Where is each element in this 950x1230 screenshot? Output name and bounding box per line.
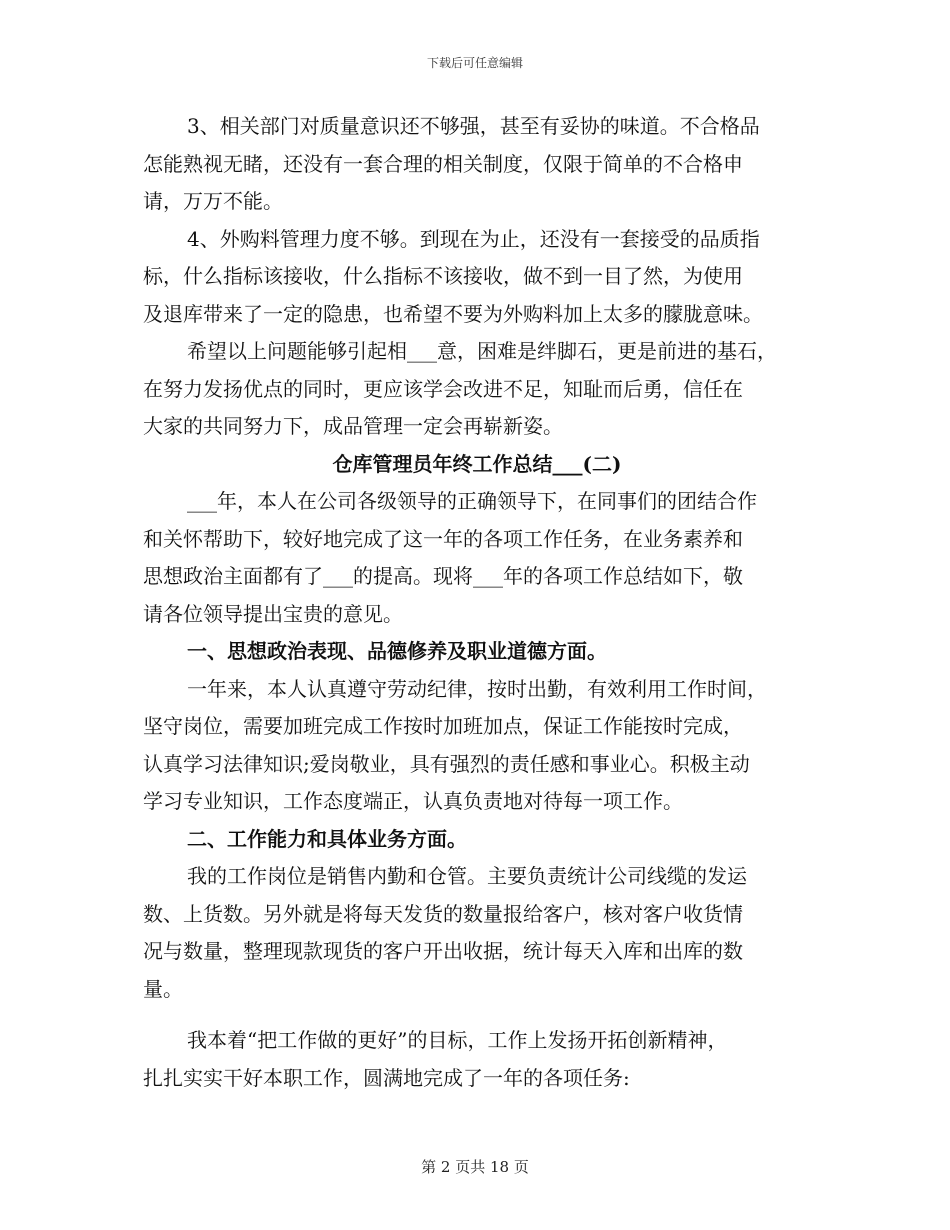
paragraph-line: 怎能熟视无睹，还没有一套合理的相关制度，仅限于简单的不合格申 [143,151,743,176]
paragraph-gap [143,1008,811,1022]
paragraph-line: 量。 [143,976,183,1001]
paragraph-line: 坚守岗位，需要加班完成工作按时加班加点，保证工作能按时完成， [143,714,743,738]
paragraph-line: 及退库带来了一定的隐患，也希望不要为外购料加上太多的朦胧意味。 [143,301,763,326]
paragraph-line: 请各位领导提出宝贵的意见。 [143,601,403,626]
paragraph-line: 认真学习法律知识;爱岗敬业，具有强烈的责任感和事业心。积极主动 [143,751,750,776]
section-title: 仓库管理员年终工作总结___(二) [332,451,622,476]
paragraph-line: 学习专业知识，工作态度端正，认真负责地对待每一项工作。 [143,789,683,813]
paragraph-line: 3、相关部门对质量意识还不够强，甚至有妥协的味道。不合格品 [187,114,760,138]
paragraph-line: 请，万万不能。 [143,189,283,213]
paragraph-line: 大家的共同努力下，成品管理一定会再崭新姿。 [143,414,563,438]
paragraph-line: 扎扎实实干好本职工作，圆满地完成了一年的各项任务: [143,1065,630,1090]
section-heading: 一、思想政治表现、品德修养及职业道德方面。 [187,639,607,663]
paragraph-line: 况与数量，整理现款现货的客户开出收据，统计每天入库和出库的数 [143,939,743,963]
paragraph-line: 在努力发扬优点的同时，更应该学会改进不足，知耻而后勇，信任在 [143,376,743,401]
paragraph-line: 思想政治主面都有了___的提高。现将___年的各项工作总结如下，敬 [143,564,743,588]
paragraph-line: 标，什么指标该接收，什么指标不该接收，做不到一目了然，为使用 [143,264,743,288]
paragraph-line: 我的工作岗位是销售内勤和仓管。主要负责统计公司线缆的发运 [187,864,747,888]
page-footer: 第 2 页共 18 页 [421,1158,529,1176]
paragraph-line: 和关怀帮助下，较好地完成了这一年的各项工作任务，在业务素养和 [143,526,743,551]
paragraph-line: 我本着“把工作做的更好”的目标，工作上发扬开拓创新精神， [187,1028,728,1052]
page-header: 下载后可任意编辑 [426,56,523,70]
paragraph-line: ___年，本人在公司各级领导的正确领导下，在同事们的团结合作 [187,489,757,513]
section-heading: 二、工作能力和具体业务方面。 [187,826,467,851]
document-body [143,108,811,1097]
paragraph-line: 4、外购料管理力度不够。到现在为止，还没有一套接受的品质指 [187,226,760,251]
paragraph-line: 一年来，本人认真遵守劳动纪律，按时出勤，有效利用工作时间， [187,676,767,701]
paragraph-line: 希望以上问题能够引起相___意，困难是绊脚石，更是前进的基石， [187,339,777,363]
paragraph-line: 数、上货数。另外就是将每天发货的数量报给客户，核对客户收货情 [143,901,743,926]
